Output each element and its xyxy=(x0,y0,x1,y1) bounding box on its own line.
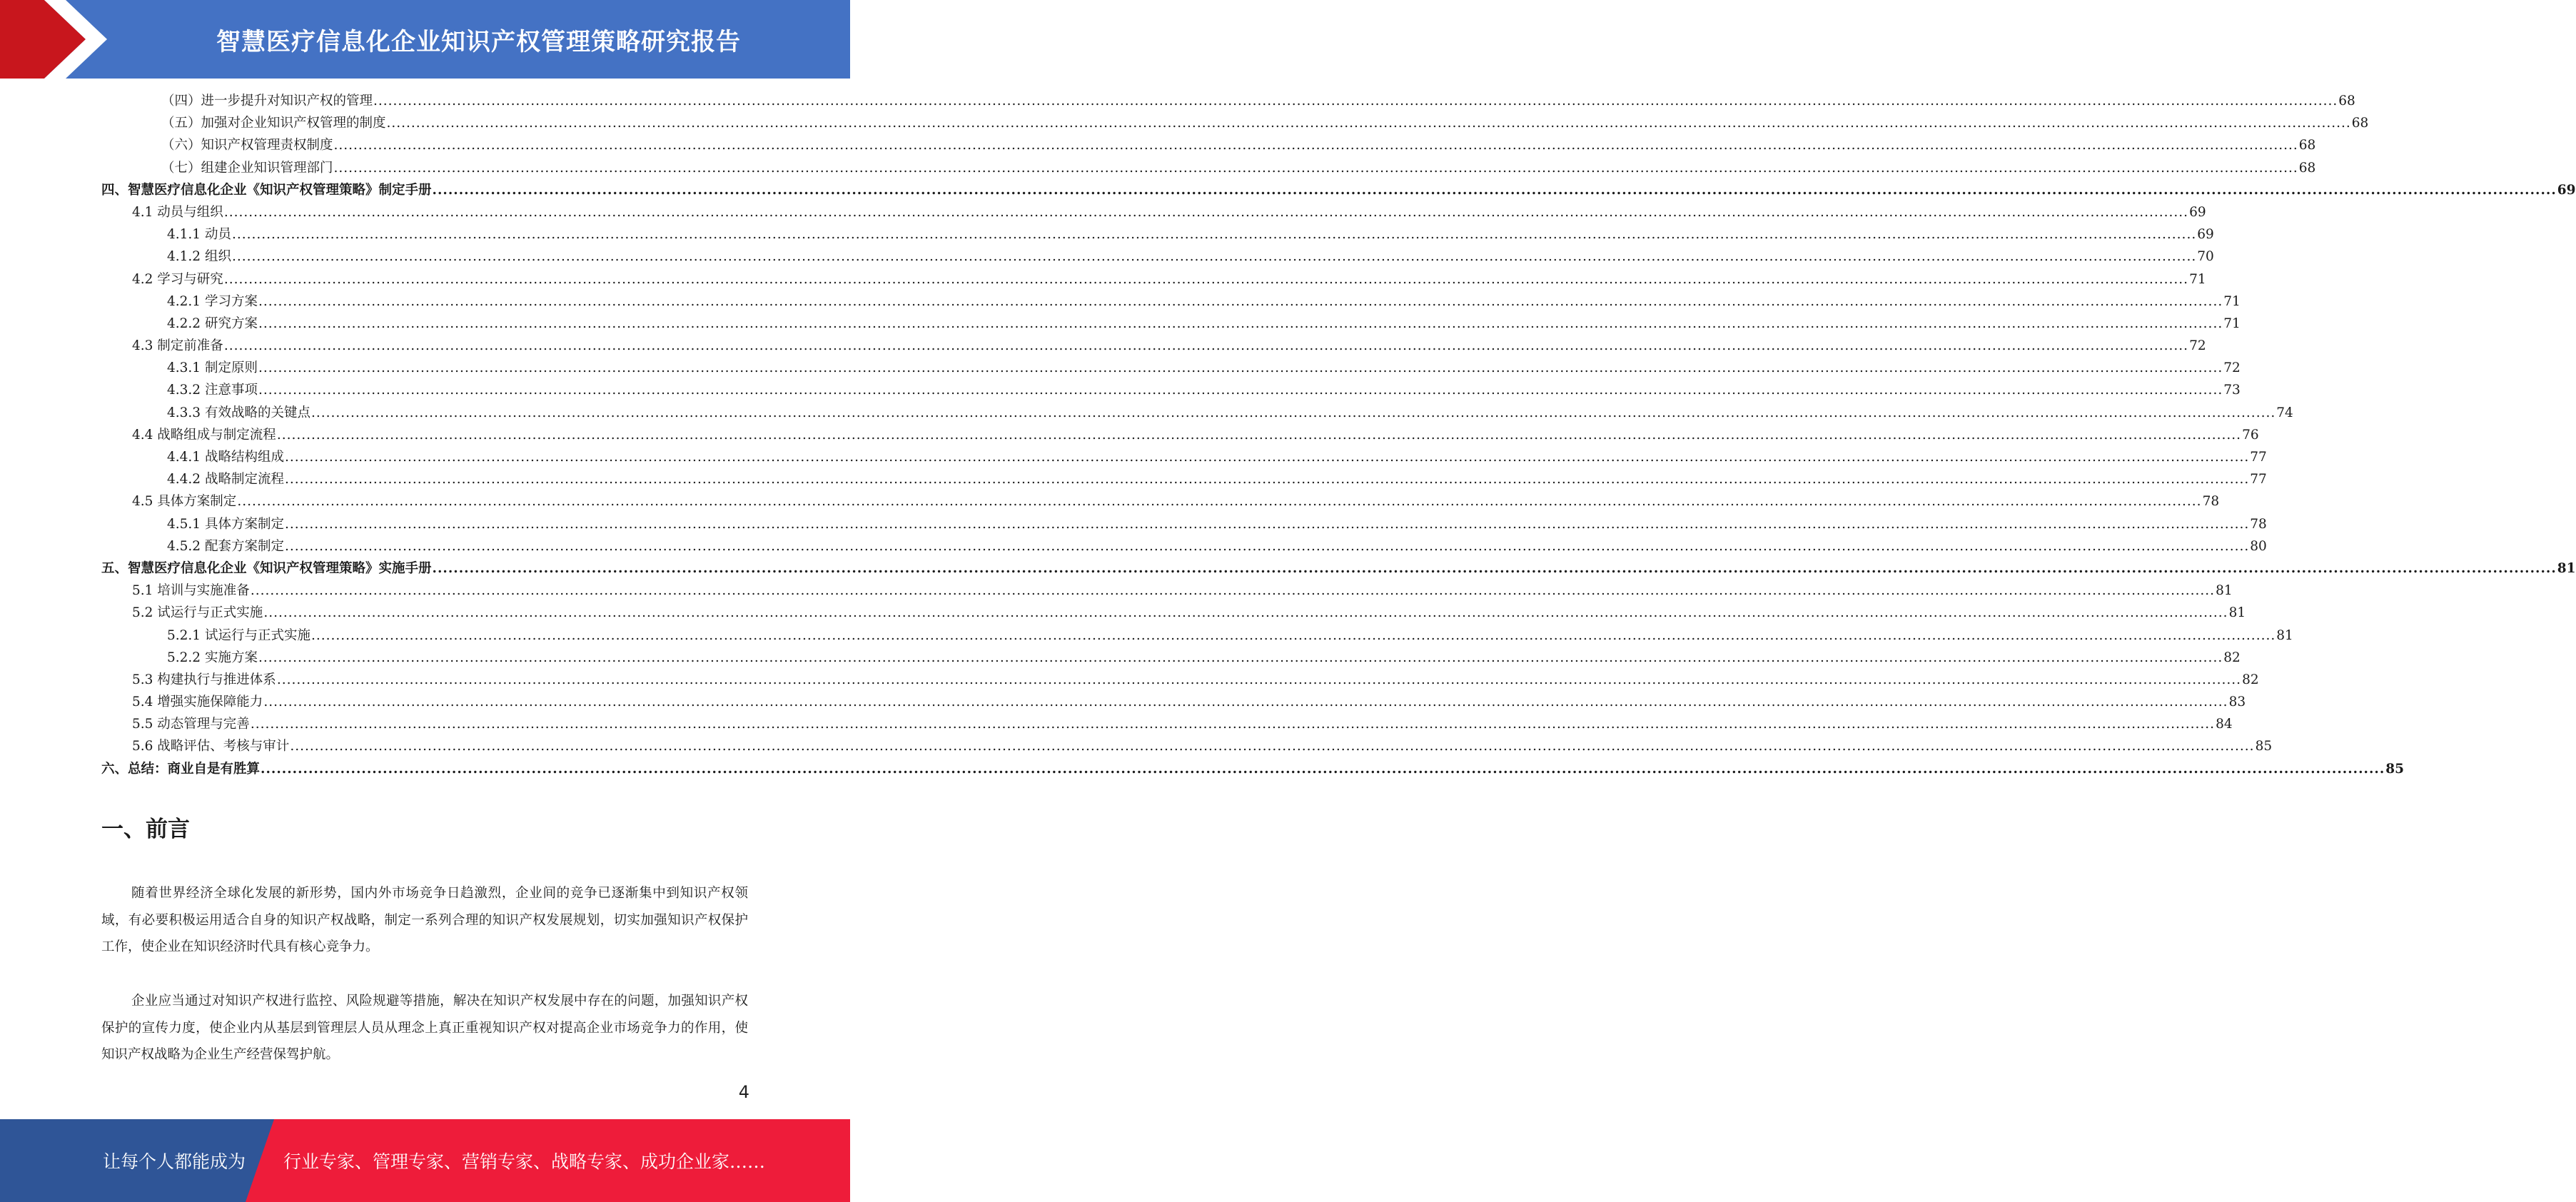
toc-leader-dots: ................................................................................................................................................................................................................................................................................................................................................................................................................ xyxy=(261,761,2385,777)
toc-entry-page: 81 xyxy=(2557,560,2576,576)
toc-entry-label: 4.1.2 组织 xyxy=(167,249,231,265)
toc-leader-dots: ................................................................................................................................................................................................................................................................................................................................................................................................................ xyxy=(263,695,2228,710)
toc-entry-page: 71 xyxy=(2223,315,2241,331)
toc-entry-label: 4.4.1 战略结构组成 xyxy=(167,450,284,465)
toc-leader-dots: ................................................................................................................................................................................................................................................................................................................................................................................................................ xyxy=(231,249,2197,265)
toc-entry[interactable] xyxy=(101,291,2241,313)
toc-entry-label: 5.3 构建执行与推进体系 xyxy=(132,672,276,687)
toc-entry-label: 4.4.2 战略制定流程 xyxy=(167,472,284,488)
toc-leader-dots: ................................................................................................................................................................................................................................................................................................................................................................................................................ xyxy=(284,450,2250,465)
header-banner xyxy=(0,0,850,79)
toc-entry-page: 81 xyxy=(2228,605,2246,621)
toc-entry-label: 4.2.1 学习方案 xyxy=(167,293,258,309)
toc-leader-dots: ................................................................................................................................................................................................................................................................................................................................................................................................................ xyxy=(223,338,2189,354)
toc-entry-label: 4.3.2 注意事项 xyxy=(167,383,258,398)
footer-slogan-right: 行业专家、管理专家、营销专家、战略专家、成功企业家…… xyxy=(283,1151,766,1172)
toc-leader-dots: ................................................................................................................................................................................................................................................................................................................................................................................................................ xyxy=(284,538,2250,554)
toc-entry-label: 5.4 增强实施保障能力 xyxy=(132,695,263,710)
toc-entry[interactable] xyxy=(101,313,2241,335)
toc-leader-dots: ................................................................................................................................................................................................................................................................................................................................................................................................................ xyxy=(223,271,2189,287)
toc-entry-label: 5.2.2 实施方案 xyxy=(167,650,258,665)
toc-entry-page: 82 xyxy=(2223,650,2241,665)
toc-entry[interactable] xyxy=(101,135,2316,157)
document-title: 智慧医疗信息化企业知识产权管理策略研究报告 xyxy=(216,27,741,56)
toc-entry[interactable] xyxy=(101,670,2259,692)
toc-leader-dots: ................................................................................................................................................................................................................................................................................................................................................................................................................ xyxy=(310,405,2276,420)
toc-entry[interactable] xyxy=(101,180,2576,202)
toc-entry[interactable] xyxy=(101,625,2293,647)
toc-entry-label: 4.5 具体方案制定 xyxy=(132,494,237,510)
toc-leader-dots: ................................................................................................................................................................................................................................................................................................................................................................................................................ xyxy=(432,182,2557,198)
toc-entry-page: 83 xyxy=(2228,695,2246,710)
toc-entry-page: 69 xyxy=(2197,227,2214,243)
toc-leader-dots: ................................................................................................................................................................................................................................................................................................................................................................................................................ xyxy=(333,138,2298,153)
toc-entry-page: 85 xyxy=(2255,739,2273,754)
toc-entry-label: 5.2 试运行与正式实施 xyxy=(132,605,263,621)
toc-leader-dots: ................................................................................................................................................................................................................................................................................................................................................................................................................ xyxy=(310,627,2276,643)
toc-entry-label: （七）组建企业知识管理部门 xyxy=(161,160,333,176)
toc-entry[interactable] xyxy=(101,335,2206,358)
toc-entry-page: 71 xyxy=(2189,271,2206,287)
toc-entry-label: （六）知识产权管理责权制度 xyxy=(161,138,333,153)
toc-entry[interactable] xyxy=(101,759,2405,781)
toc-entry-page: 82 xyxy=(2242,672,2259,687)
toc-entry-label: 5.2.1 试运行与正式实施 xyxy=(167,627,310,643)
toc-entry[interactable] xyxy=(101,491,2220,513)
toc-entry-label: 4.2.2 研究方案 xyxy=(167,315,258,331)
toc-entry-label: 五、智慧医疗信息化企业《知识产权管理策略》实施手册 xyxy=(101,560,432,576)
toc-entry-page: 68 xyxy=(2298,160,2316,176)
toc-leader-dots: ................................................................................................................................................................................................................................................................................................................................................................................................................ xyxy=(373,94,2338,108)
toc-entry[interactable] xyxy=(101,269,2206,291)
toc-entry[interactable] xyxy=(101,558,2576,580)
toc-entry-page: 81 xyxy=(2276,627,2293,643)
toc-entry-page: 71 xyxy=(2223,293,2241,309)
table-of-contents xyxy=(101,91,2576,781)
intro-paragraph-2: 企业应当通过对知识产权进行监控、风险规避等措施，解决在知识产权发展中存在的问题，加强知识产权保护的宣传力度，使企业内从基层到管理层人员从理念上真正重视知识产权对提高企业市场竞争力的作用，使知识产权战略为企业生产经营保驾护航。 xyxy=(101,994,748,1062)
toc-entry-page: 74 xyxy=(2276,405,2293,420)
toc-entry-page: 78 xyxy=(2250,516,2267,532)
toc-entry[interactable] xyxy=(101,602,2246,625)
toc-entry-label: 4.5.2 配套方案制定 xyxy=(167,538,284,554)
toc-entry[interactable] xyxy=(101,514,2267,536)
toc-entry-page: 70 xyxy=(2197,249,2214,265)
toc-entry-page: 68 xyxy=(2351,116,2369,131)
toc-entry-label: 4.1.1 动员 xyxy=(167,227,231,243)
toc-leader-dots: ................................................................................................................................................................................................................................................................................................................................................................................................................ xyxy=(258,293,2223,309)
toc-entry-label: （五）加强对企业知识产权管理的制度 xyxy=(161,116,386,131)
toc-leader-dots: ................................................................................................................................................................................................................................................................................................................................................................................................................ xyxy=(258,315,2223,331)
toc-leader-dots: ................................................................................................................................................................................................................................................................................................................................................................................................................ xyxy=(386,116,2351,131)
toc-leader-dots: ................................................................................................................................................................................................................................................................................................................................................................................................................ xyxy=(432,560,2557,576)
toc-entry[interactable] xyxy=(101,447,2267,469)
toc-leader-dots: ................................................................................................................................................................................................................................................................................................................................................................................................................ xyxy=(223,204,2189,220)
toc-entry[interactable] xyxy=(101,224,2214,246)
toc-leader-dots: ................................................................................................................................................................................................................................................................................................................................................................................................................ xyxy=(258,360,2223,376)
toc-leader-dots: ................................................................................................................................................................................................................................................................................................................................................................................................................ xyxy=(258,383,2223,398)
toc-entry[interactable] xyxy=(101,469,2267,491)
toc-leader-dots: ................................................................................................................................................................................................................................................................................................................................................................................................................ xyxy=(258,650,2223,665)
toc-leader-dots: ................................................................................................................................................................................................................................................................................................................................................................................................................ xyxy=(263,605,2228,621)
toc-entry[interactable] xyxy=(101,113,2369,135)
toc-entry-page: 85 xyxy=(2385,761,2405,777)
toc-entry-label: 4.1 动员与组织 xyxy=(132,204,223,220)
toc-leader-dots: ................................................................................................................................................................................................................................................................................................................................................................................................................ xyxy=(231,227,2197,243)
toc-entry-label: 4.3.3 有效战略的关键点 xyxy=(167,405,310,420)
footer-slogan-left: 让每个人都能成为 xyxy=(103,1151,246,1172)
toc-entry-label: 4.3.1 制定原则 xyxy=(167,360,258,376)
toc-leader-dots: ................................................................................................................................................................................................................................................................................................................................................................................................................ xyxy=(250,583,2216,599)
toc-entry-page: 77 xyxy=(2250,472,2267,488)
toc-entry[interactable] xyxy=(101,736,2273,758)
toc-leader-dots: ................................................................................................................................................................................................................................................................................................................................................................................................................ xyxy=(276,427,2242,443)
toc-entry-label: 5.5 动态管理与完善 xyxy=(132,717,250,732)
page-number: 4 xyxy=(738,1082,749,1102)
toc-entry-page: 84 xyxy=(2216,717,2233,732)
toc-entry[interactable] xyxy=(101,536,2267,558)
toc-entry[interactable] xyxy=(101,380,2241,402)
toc-entry-page: 68 xyxy=(2298,138,2316,153)
toc-entry-page: 80 xyxy=(2250,538,2267,554)
toc-entry-label: 5.6 战略评估、考核与审计 xyxy=(132,739,290,754)
toc-entry-page: 78 xyxy=(2202,494,2220,510)
toc-entry-label: 六、总结：商业自是有胜算 xyxy=(101,761,261,777)
toc-entry-page: 81 xyxy=(2216,583,2233,599)
toc-entry-label: 4.5.1 具体方案制定 xyxy=(167,516,284,532)
toc-entry[interactable] xyxy=(101,692,2246,714)
toc-leader-dots: ................................................................................................................................................................................................................................................................................................................................................................................................................ xyxy=(284,472,2250,488)
toc-entry-label: 四、智慧医疗信息化企业《知识产权管理策略》制定手册 xyxy=(101,182,432,198)
footer-banner xyxy=(0,1119,850,1202)
intro-paragraph-1: 随着世界经济全球化发展的新形势，国内外市场竞争日趋激烈，企业间的竞争已逐渐集中到知识产权领域，有必要积极运用适合自身的知识产权战略，制定一系列合理的知识产权发展规划，切实加强知识产权保护工作，使企业在知识经济时代具有核心竞争力。 xyxy=(101,886,748,954)
toc-entry-page: 73 xyxy=(2223,383,2241,398)
toc-entry[interactable] xyxy=(101,246,2214,268)
toc-leader-dots: ................................................................................................................................................................................................................................................................................................................................................................................................................ xyxy=(284,516,2250,532)
toc-entry-page: 76 xyxy=(2242,427,2259,443)
toc-entry[interactable] xyxy=(101,202,2206,224)
toc-entry-page: 69 xyxy=(2557,182,2576,198)
toc-leader-dots: ................................................................................................................................................................................................................................................................................................................................................................................................................ xyxy=(333,160,2298,176)
toc-entry[interactable] xyxy=(101,714,2233,736)
toc-entry[interactable] xyxy=(101,91,2355,113)
toc-entry-page: 68 xyxy=(2338,94,2355,108)
toc-entry-label: 4.2 学习与研究 xyxy=(132,271,223,287)
toc-entry-label: 4.4 战略组成与制定流程 xyxy=(132,427,276,443)
section-heading: 一、前言 xyxy=(101,817,190,842)
toc-entry-label: 5.1 培训与实施准备 xyxy=(132,583,250,599)
toc-entry[interactable] xyxy=(101,425,2259,447)
toc-entry[interactable] xyxy=(101,158,2316,180)
toc-entry[interactable] xyxy=(101,580,2233,602)
toc-entry-page: 69 xyxy=(2189,204,2206,220)
toc-leader-dots: ................................................................................................................................................................................................................................................................................................................................................................................................................ xyxy=(276,672,2242,687)
toc-entry-page: 72 xyxy=(2223,360,2241,376)
toc-entry[interactable] xyxy=(101,403,2293,425)
toc-entry[interactable] xyxy=(101,358,2241,380)
toc-leader-dots: ................................................................................................................................................................................................................................................................................................................................................................................................................ xyxy=(250,717,2216,732)
toc-entry-page: 72 xyxy=(2189,338,2206,354)
toc-entry-label: 4.3 制定前准备 xyxy=(132,338,223,354)
toc-leader-dots: ................................................................................................................................................................................................................................................................................................................................................................................................................ xyxy=(237,494,2202,510)
toc-entry-page: 77 xyxy=(2250,450,2267,465)
toc-leader-dots: ................................................................................................................................................................................................................................................................................................................................................................................................................ xyxy=(290,739,2255,754)
toc-entry[interactable] xyxy=(101,647,2241,670)
toc-entry-label: （四）进一步提升对知识产权的管理 xyxy=(161,94,373,108)
